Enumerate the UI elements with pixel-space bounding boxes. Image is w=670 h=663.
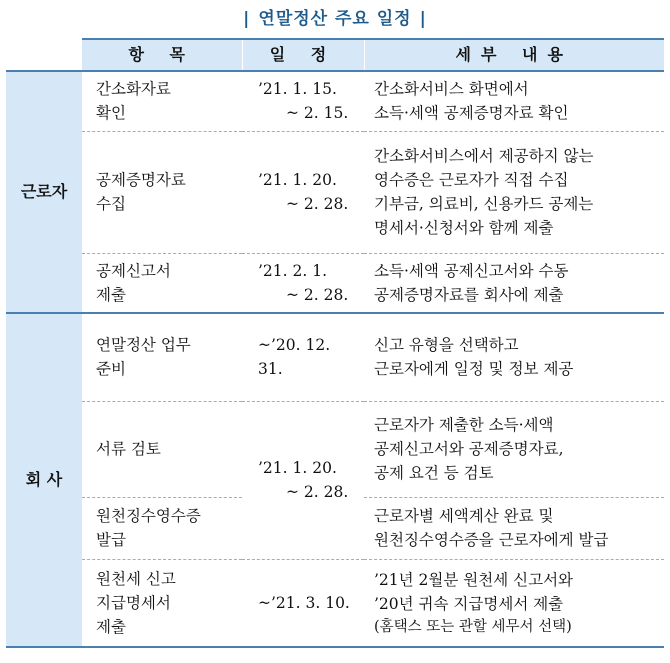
table-row (6, 253, 664, 313)
title-bar-right: | (419, 9, 427, 29)
date-line: ~ 2. 28. (286, 195, 349, 213)
date-line: ’21. 1. 15. (258, 80, 337, 99)
detail-cell (364, 253, 664, 313)
table-row (6, 559, 664, 647)
date-line: ’21. 2. 1. (258, 261, 328, 280)
date-line: ~ 2. 28. (286, 285, 349, 304)
detail-line: 근로자에게 일정 및 정보 제공 (374, 360, 574, 379)
item-line: 서류 검토 (96, 439, 161, 458)
table-row (6, 131, 664, 253)
item-line: 공제신고서 (96, 261, 171, 280)
detail-line: ’20년 귀속 지급명세서 제출 (374, 594, 564, 613)
table-row (6, 401, 664, 497)
date-line: ~’20. 12. 31. (258, 336, 331, 379)
detail-line: 공제 요건 등 검토 (374, 464, 494, 482)
item-cell (82, 401, 242, 497)
detail-line: (홈택스 또는 관할 세무서 선택) (374, 618, 572, 635)
group-company: 회 사 (6, 313, 82, 647)
date-cell (242, 131, 364, 253)
detail-line: 근로자가 제출한 소득·세액 (374, 415, 554, 434)
item-cell (82, 253, 242, 313)
detail-line: 간소화서비스에서 제공하지 않는 (374, 146, 594, 165)
item-cell (82, 131, 242, 253)
detail-line: 원천징수영수증을 근로자에게 발급 (374, 531, 609, 549)
header-blank (6, 39, 82, 71)
detail-cell (364, 313, 664, 401)
item-line: 공제증명자료 (96, 170, 186, 189)
date-line: ’21. 1. 20. (258, 170, 337, 189)
group-worker: 근로자 (6, 71, 82, 313)
item-line: 간소화자료 (96, 80, 171, 99)
date-cell (242, 401, 364, 559)
item-line: 준비 (96, 360, 126, 379)
item-cell (82, 313, 242, 401)
item-line: 수집 (96, 195, 126, 213)
date-cell (242, 313, 364, 401)
detail-line: 신고 유형을 선택하고 (374, 336, 519, 355)
detail-line: 소득·세액 공제증명자료 확인 (374, 104, 569, 123)
detail-cell (364, 497, 664, 559)
date-line: ~ 2. 28. (286, 483, 349, 501)
title-text: 연말정산 주요 일정 (258, 9, 412, 29)
detail-line: 간소화서비스 화면에서 (374, 80, 529, 99)
title-bar-left: | (243, 9, 251, 29)
item-line: 지급명세서 (96, 593, 171, 612)
item-line: 제출 (96, 617, 126, 636)
item-line: 발급 (96, 531, 126, 549)
detail-cell (364, 401, 664, 497)
detail-line: 근로자별 세액계산 완료 및 (374, 506, 554, 525)
header-item: 항 목 (82, 39, 242, 71)
header-date: 일 정 (242, 39, 364, 71)
date-cell (242, 253, 364, 313)
header-row (6, 39, 664, 71)
detail-cell (364, 71, 664, 131)
date-line: ~ 2. 15. (286, 104, 349, 123)
item-cell (82, 497, 242, 559)
item-line: 확인 (96, 104, 126, 123)
date-cell (242, 559, 364, 647)
page-title (0, 4, 670, 29)
detail-cell (364, 559, 664, 647)
date-cell (242, 71, 364, 131)
detail-line: 기부금, 의료비, 신용카드 공제는 (374, 195, 594, 213)
table-row (6, 313, 664, 401)
detail-line: 공제증명자료를 회사에 제출 (374, 285, 564, 304)
item-line: 제출 (96, 285, 126, 304)
date-line: ~’21. 3. 10. (258, 593, 350, 612)
item-cell (82, 559, 242, 647)
date-line: ’21. 1. 20. (258, 458, 337, 477)
schedule-table (6, 38, 664, 648)
detail-line: 영수증은 근로자가 직접 수집 (374, 170, 569, 189)
item-line: 연말정산 업무 (96, 336, 191, 355)
item-line: 원천징수영수증 (96, 506, 201, 525)
detail-line: ’21년 2월분 원천세 신고서와 (374, 570, 574, 589)
table-row (6, 71, 664, 131)
item-cell (82, 71, 242, 131)
detail-cell (364, 131, 664, 253)
header-detail: 세부 내용 (364, 39, 664, 71)
detail-line: 소득·세액 공제신고서와 수동 (374, 261, 569, 280)
detail-line: 공제신고서와 공제증명자료, (374, 439, 564, 458)
item-line: 원천세 신고 (96, 569, 176, 588)
detail-line: 명세서·신청서와 함께 제출 (374, 219, 554, 238)
